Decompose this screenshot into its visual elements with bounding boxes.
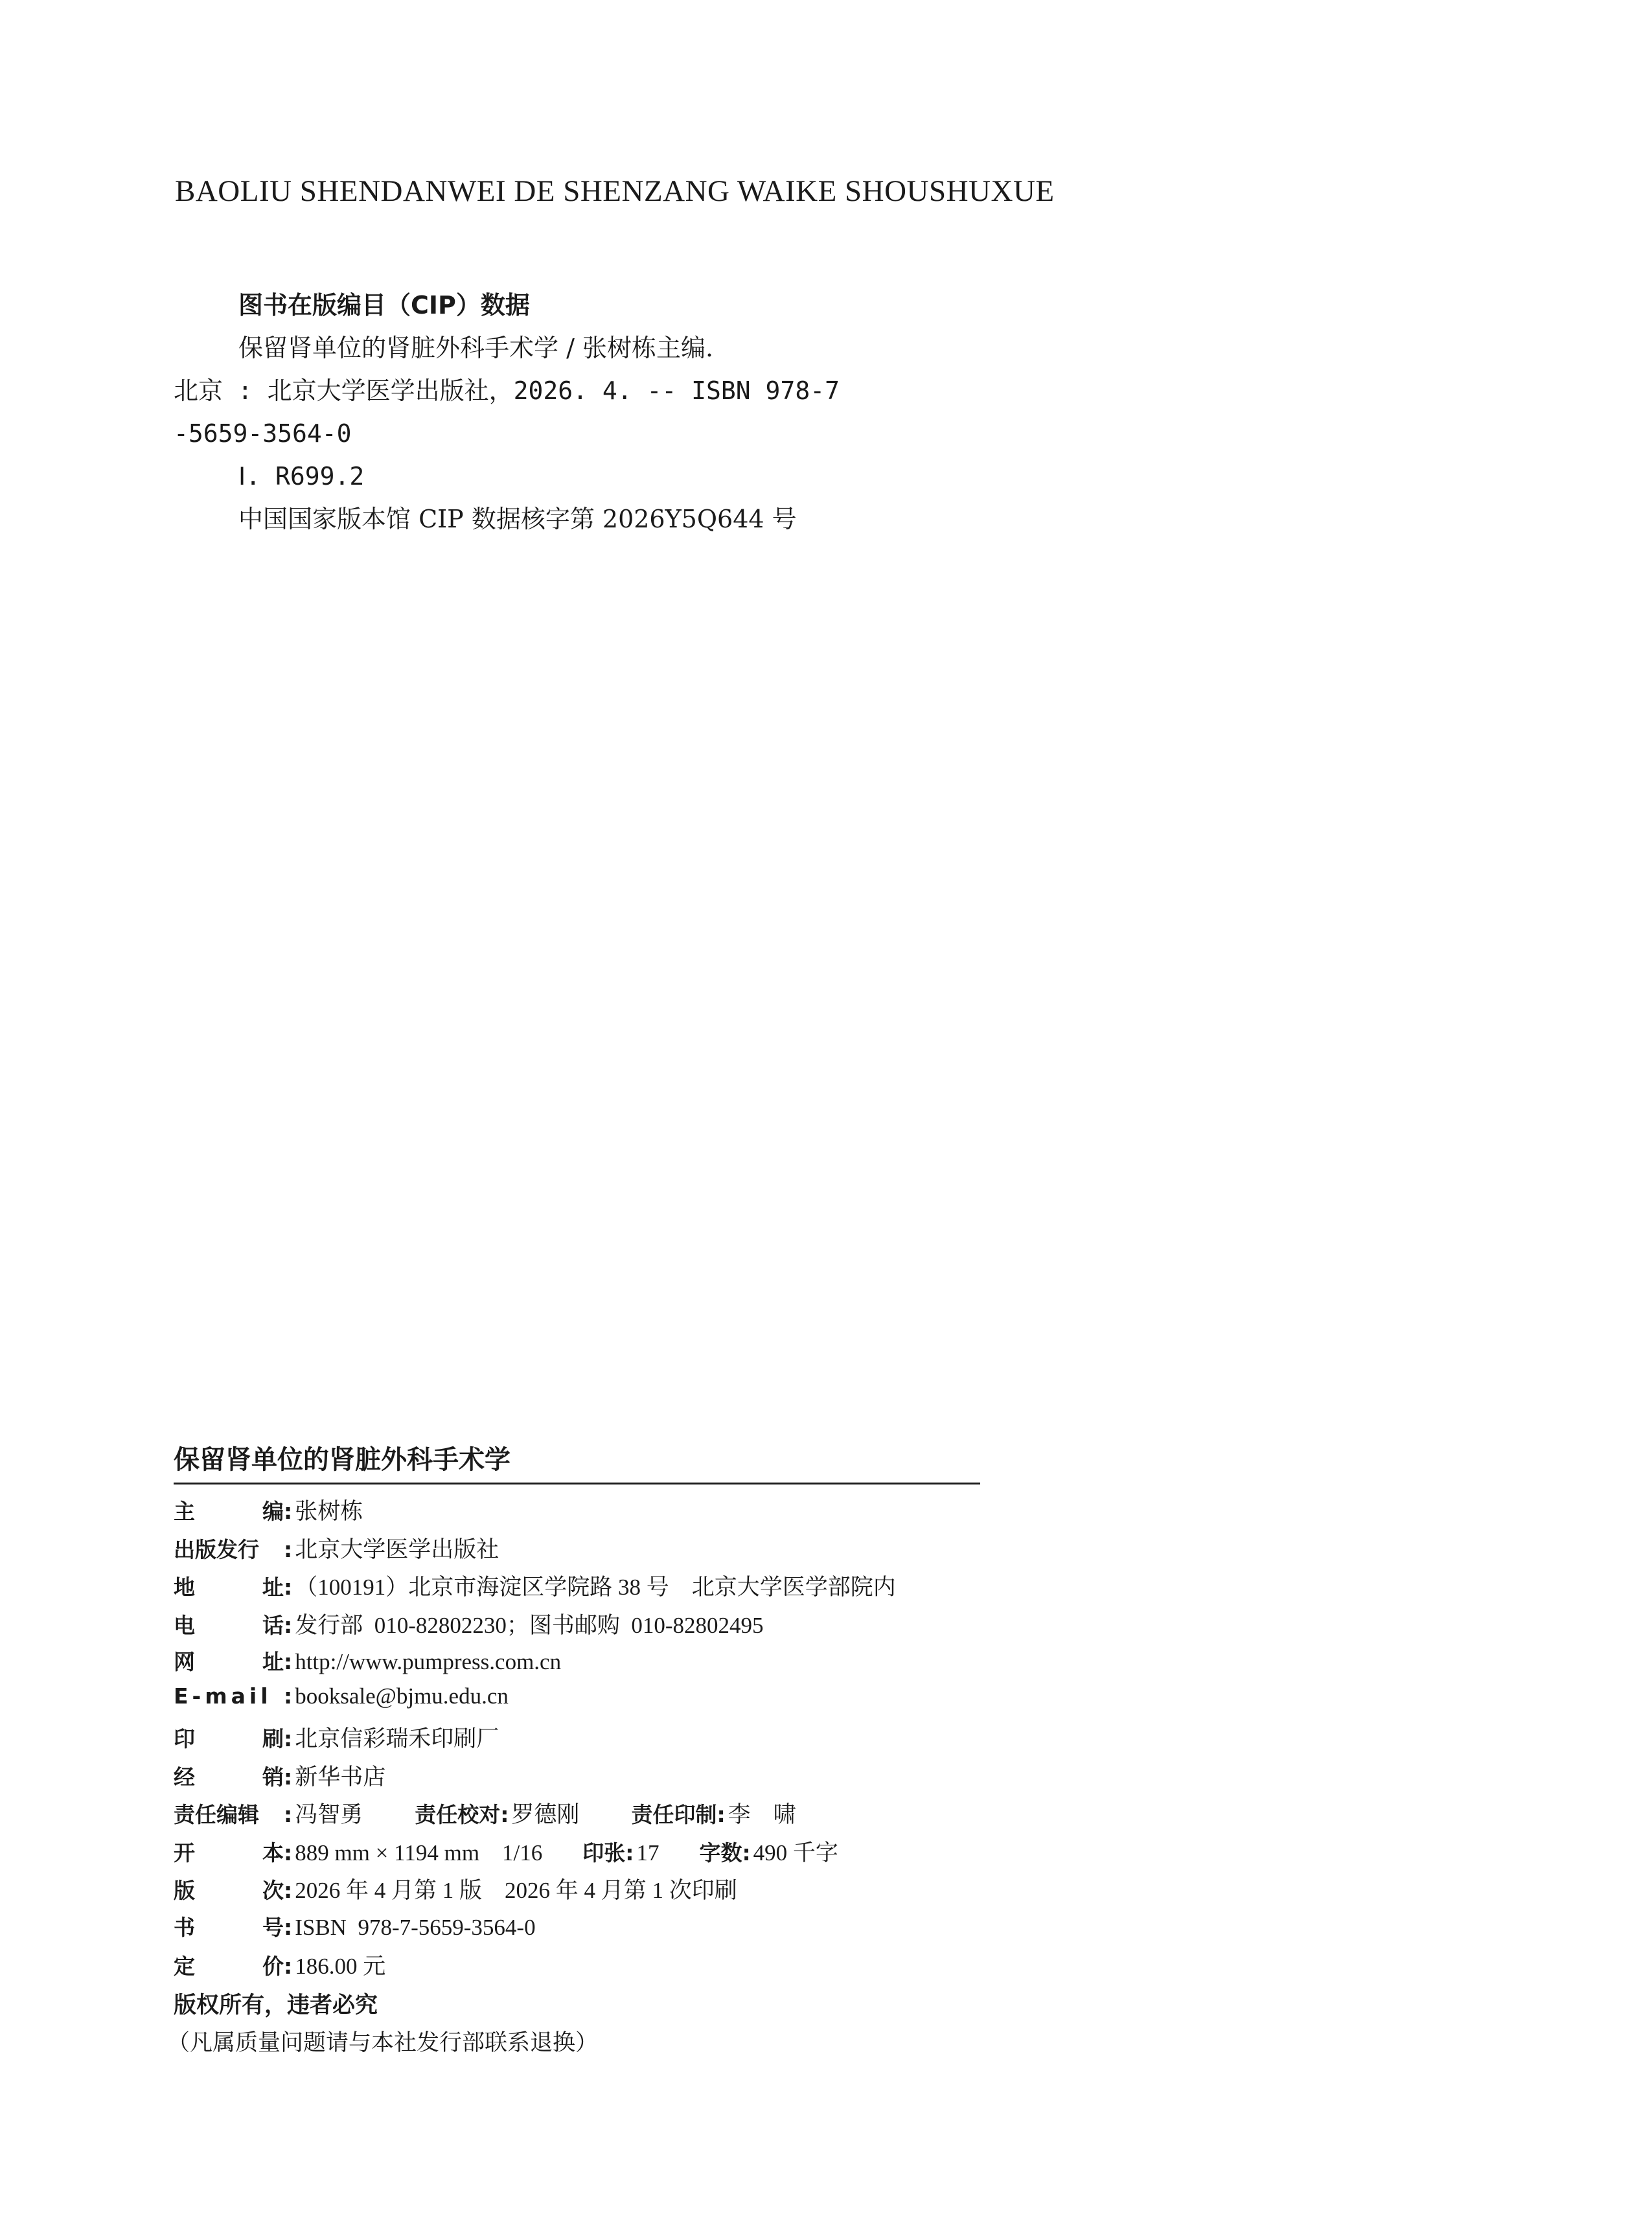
responsible-editor-label: 责任编辑 (174, 1802, 259, 1827)
quality-return-notice: （凡属质量问题请与本社发行部联系退换） (167, 2030, 599, 2056)
colophon-format-row: 开 本 : 889 mm × 1194 mm 1/16 印张 : 17 字数 : 490 千字 (174, 1835, 980, 1873)
email-label: E-mail (174, 1683, 272, 1709)
colophon-edition-row: 版 次 : 2026 年 4 月第 1 版 2026 年 4 月第 1 次印刷 (174, 1873, 980, 1911)
distributor-label: 经 销 (174, 1764, 284, 1790)
format-label: 开 本 (174, 1840, 284, 1865)
colophon-phone-row: 电 话 : 发行部 010-82802230；图书邮购 010-82802495 (174, 1608, 980, 1646)
email-value: booksale@bjmu.edu.cn (295, 1683, 509, 1709)
colophon-price-row: 定 价 : 186.00 元 (174, 1948, 980, 1987)
price-value: 186.00 元 (295, 1954, 386, 1979)
cip-data-block (174, 284, 1145, 540)
colophon-website-row: 网 址 : http://www.pumpress.com.cn (174, 1645, 980, 1683)
responsible-editor-value: 冯智勇 (295, 1802, 363, 1827)
printer-label: 印 刷 (174, 1726, 284, 1751)
website-label: 网 址 (174, 1649, 284, 1674)
print-supervisor-value: 李 啸 (728, 1802, 796, 1827)
phone-value: 发行部 010-82802230；图书邮购 010-82802495 (295, 1612, 764, 1638)
format-value: 889 mm × 1194 mm 1/16 (295, 1840, 543, 1865)
phone-label: 电 话 (174, 1612, 284, 1638)
cip-record-number: 中国国家版本馆 CIP 数据核字第 2026Y5Q644 号 (238, 505, 797, 533)
cip-heading: 图书在版编目（CIP）数据 (238, 291, 530, 319)
isbn-value: ISBN 978-7-5659-3564-0 (295, 1914, 536, 1940)
sheets-label: 印张 (582, 1840, 626, 1865)
address-label: 地 址 (174, 1575, 284, 1600)
colophon-address-row: 地 址 : （100191）北京市海淀区学院路 38 号 北京大学医学部院内 (174, 1569, 980, 1608)
word-count-value: 490 千字 (753, 1840, 838, 1865)
colophon-isbn-row: 书 号 : ISBN 978-7-5659-3564-0 (174, 1911, 980, 1949)
publisher-value: 北京大学医学出版社 (295, 1536, 499, 1562)
colophon-printer-row: 印 刷 : 北京信彩瑞禾印刷厂 (174, 1721, 980, 1759)
print-supervisor-label: 责任印制 (631, 1802, 717, 1827)
isbn-label: 书 号 (174, 1914, 284, 1940)
colophon-block (167, 1441, 980, 2062)
word-count-label: 字数 (699, 1840, 742, 1865)
colophon-email-row: E-mail : booksale@bjmu.edu.cn (174, 1683, 509, 1709)
pinyin-title: BAOLIU SHENDANWEI DE SHENZANG WAIKE SHOUSHUXUE (175, 174, 1055, 208)
proofreader-label: 责任校对 (415, 1802, 501, 1827)
cip-classification: Ⅰ. R699.2 (238, 462, 365, 491)
sheets-value: 17 (636, 1840, 660, 1865)
edition-value: 2026 年 4 月第 1 版 2026 年 4 月第 1 次印刷 (295, 1878, 737, 1903)
colophon-book-title: 保留肾单位的肾脏外科手术学 (174, 1441, 980, 1484)
website-value: http://www.pumpress.com.cn (295, 1649, 562, 1674)
proofreader-value: 罗德刚 (511, 1802, 580, 1827)
colophon-publisher-row: 出版发行 : 北京大学医学出版社 (174, 1532, 980, 1570)
price-label: 定 价 (174, 1954, 284, 1979)
address-value: （100191）北京市海淀区学院路 38 号 北京大学医学部院内 (295, 1575, 896, 1600)
publisher-label: 出版发行 (174, 1536, 259, 1562)
cip-isbn-continued: -5659-3564-0 (174, 419, 352, 448)
colophon-distributor-row: 经 销 : 新华书店 (174, 1759, 980, 1797)
cip-title-line: 保留肾单位的肾脏外科手术学 / 张树栋主编. (238, 334, 714, 362)
editor-value: 张树栋 (295, 1499, 363, 1524)
edition-label: 版 次 (174, 1878, 284, 1903)
cip-publication-line: 北京 : 北京大学医学出版社，2026. 4. -- ISBN 978-7 (174, 376, 840, 405)
colophon-editor-row: 主 编 : 张树栋 (174, 1494, 980, 1532)
editor-label: 主 编 (174, 1499, 284, 1524)
printer-value: 北京信彩瑞禾印刷厂 (295, 1726, 499, 1751)
colophon-responsibility-row: 责任编辑 : 冯智勇 责任校对 : 罗德刚 责任印制 : 李 啸 (174, 1797, 980, 1835)
distributor-value: 新华书店 (295, 1764, 386, 1790)
copyright-notice: 版权所有，违者必究 (174, 1992, 378, 2018)
